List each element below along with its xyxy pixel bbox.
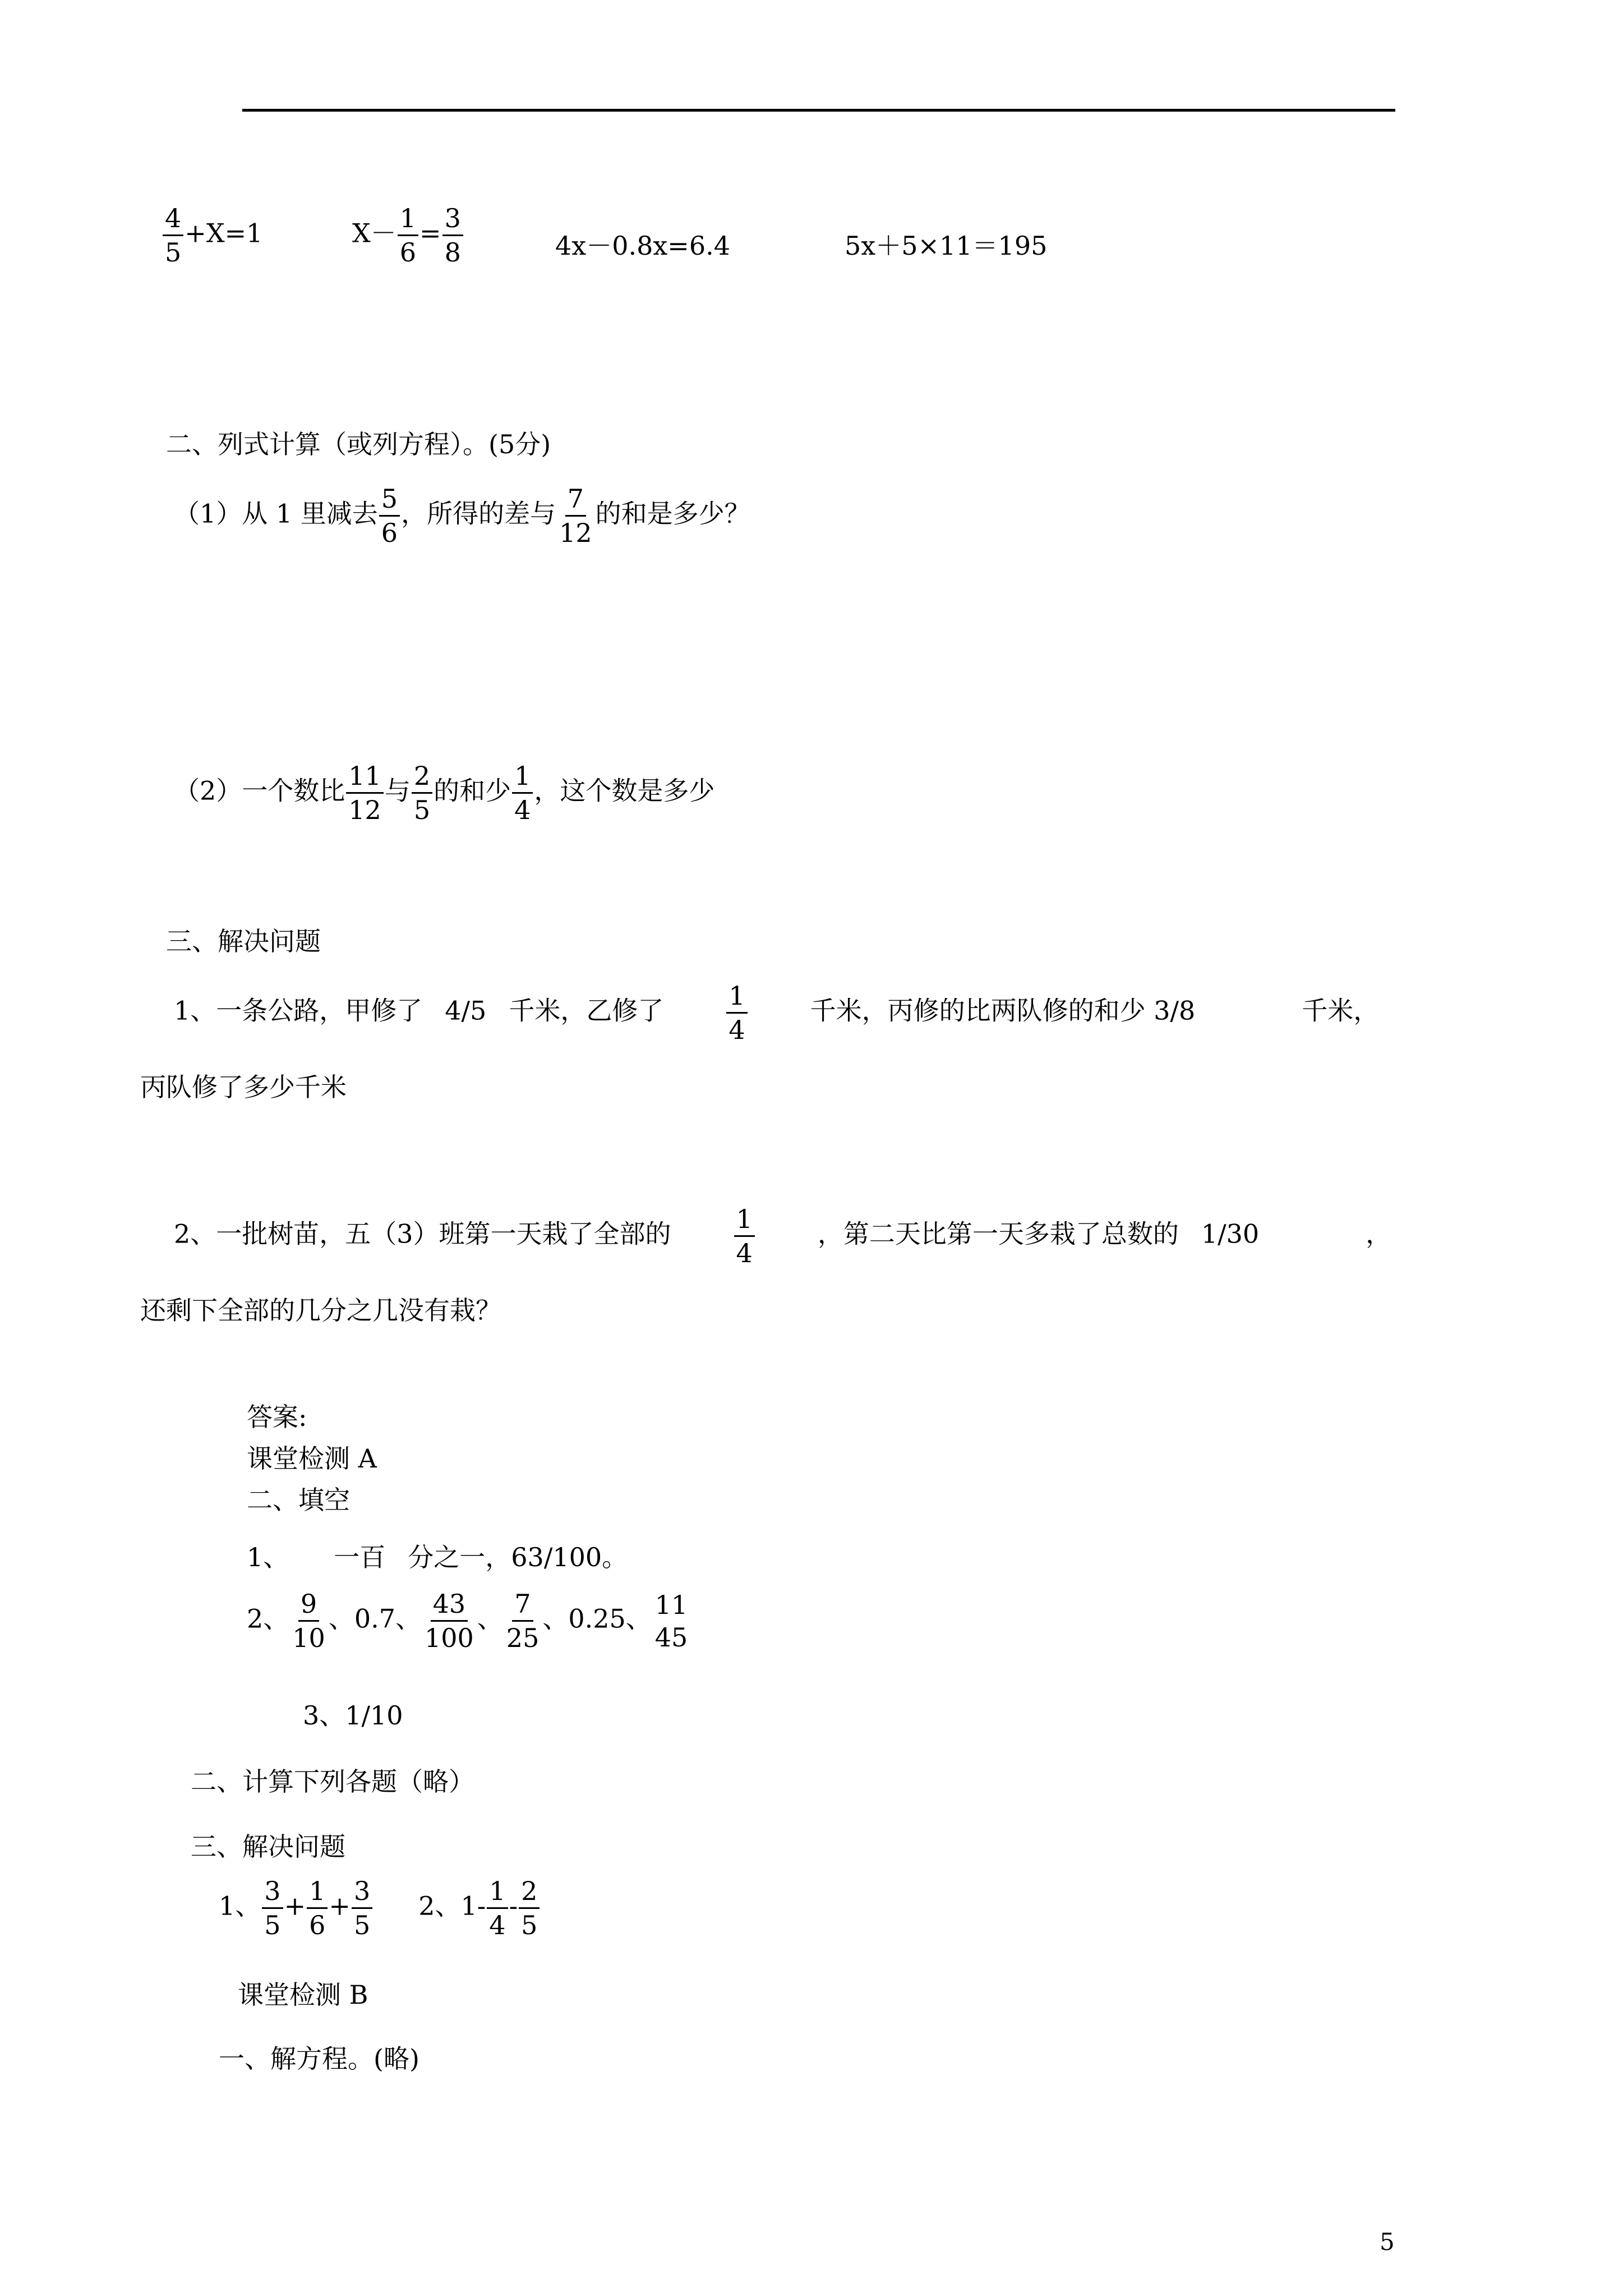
answer-1: 1、 一百 分之一，63/100。 [247, 1542, 628, 1572]
answers-solve: 三、解决问题 [191, 1832, 345, 1862]
problem-1-line-2: 丙队修了多少千米 [140, 1072, 347, 1102]
section-2-heading: 二、列式计算（或列方程）。(5分) [166, 429, 551, 459]
answers-calc: 二、计算下列各题（略） [191, 1766, 474, 1797]
answers-fill: 二、填空 [247, 1485, 350, 1515]
answers-test-b: 课堂检测 B [238, 1980, 368, 2010]
fraction: $\frac{9}{10}$ [292, 1589, 325, 1653]
fraction: $\frac{3}{8}$ [442, 205, 463, 265]
fraction: $\frac{4}{5}$ [163, 205, 183, 265]
equation-4: 5x＋5×11＝195 [845, 231, 1048, 261]
equation-1: $\frac{4}{5}$ +X=1 [162, 205, 262, 265]
answers-solve-expressions: 1、 $\frac{3}{5}$ + $\frac{1}{6}$ + $\frac{3}{5}$ 2、1- $\frac{1}{4}$ - $\frac{2}{5}$ [219, 1878, 541, 1938]
fraction: $\frac{7}{25}$ [506, 1589, 540, 1653]
fraction: $\frac{1}{6}$ [398, 205, 418, 265]
fraction: $\frac{11}{12}$ [346, 763, 384, 823]
equation-2: X－ $\frac{1}{6}$ = $\frac{3}{8}$ [352, 205, 464, 265]
problem-1: 1、一条公路，甲修了 4/5 千米，乙修了 $\frac{1}{4}$ 千米，丙修的比两队修的和少 3/8 千米， [174, 981, 1380, 1045]
fraction: $\frac{3}{5}$ [262, 1878, 283, 1938]
fraction: $\frac{43}{100}$ [424, 1589, 474, 1653]
fraction: $\frac{3}{5}$ [352, 1878, 372, 1938]
page-number: 5 [1380, 2228, 1395, 2256]
answers-test-a: 课堂检测 A [247, 1443, 377, 1474]
fraction: $\frac{2}{5}$ [412, 763, 432, 823]
fraction: $\frac{1}{4}$ [734, 1206, 755, 1266]
answer-2: 2、 $\frac{9}{10}$ 、0.7、 $\frac{43}{100}$ 、 $\frac{7}{25}$ 、0.25、 11 45 [247, 1591, 691, 1651]
equation-3: 4x－0.8x=6.4 [555, 231, 731, 261]
fraction: $\frac{1}{4}$ [487, 1878, 508, 1938]
answers-title: 答案: [247, 1402, 307, 1432]
problem-2: 2、一批树苗，五（3）班第一天栽了全部的 $\frac{1}{4}$ ，第二天比第一天多栽了总数的 1/30 ， [174, 1204, 1392, 1268]
answer-3: 3、1/10 [303, 1700, 403, 1731]
answers-equations: 一、解方程。(略) [219, 2044, 419, 2074]
fraction: 11 45 [654, 1589, 688, 1653]
fraction: $\frac{1}{6}$ [307, 1878, 328, 1938]
section-3-heading: 三、解决问题 [166, 926, 321, 956]
fraction: $\frac{7}{12}$ [559, 484, 592, 548]
question-2-1: （1）从 1 里减去 $\frac{5}{6}$ ，所得的差与 $\frac{7}{12}$ 的和是多少？ [174, 484, 750, 548]
question-2-2: （2）一个数比 $\frac{11}{12}$ 与 $\frac{2}{5}$ 的和少 $\frac{1}{4}$ ，这个数是多少 [174, 761, 715, 825]
fraction: $\frac{1}{4}$ [512, 763, 533, 823]
fraction: $\frac{2}{5}$ [519, 1878, 540, 1938]
fraction: $\frac{5}{6}$ [379, 486, 400, 546]
fraction: $\frac{1}{4}$ [726, 983, 747, 1043]
header-rule [242, 109, 1395, 112]
problem-2-line-2: 还剩下全部的几分之几没有栽？ [140, 1295, 501, 1326]
